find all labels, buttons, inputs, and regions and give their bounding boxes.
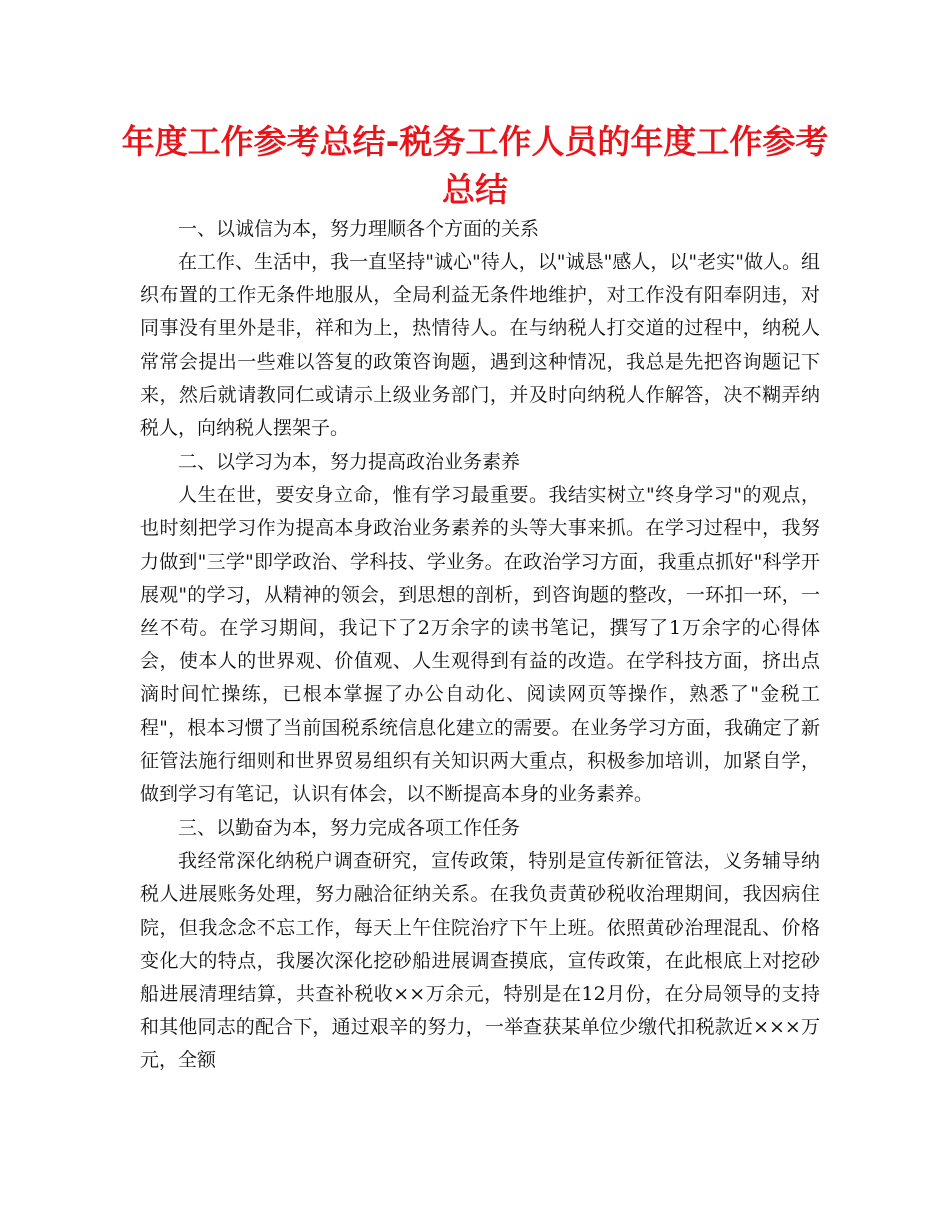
section-paragraph-3: 我经常深化纳税户调查研究，宣传政策，特别是宣传新征管法，义务辅导纳税人进展账务处理，努力融洽征纳关系。在我负责黄砂税收治理期间，我因病住院，但我念念不忘工作，每天上午住院治疗下午上班。依照黄砂治理混乱、价格变化大的特点，我屡次深化挖砂船进展调查摸底，宣传政策，在此根底上对挖砂船进展清理结算，共查补税收××万余元，特别是在12月份，在分局领导的支持和其他同志的配合下，通过艰辛的努力，一举查获某单位少缴代扣税款近×××万元，全额 bbox=[140, 850, 820, 1072]
section-paragraph-1: 在工作、生活中，我一直坚持"诚心"待人，以"诚恳"感人，以"老实"做人。组织布置的工作无条件地服从，全局利益无条件地维护，对工作没有阳奉阴违，对同事没有里外是非，祥和为上，热情待人。在与纳税人打交道的过程中，纳税人常常会提出一些难以答复的政策咨询题，遇到这种情况，我总是先把咨询题记下来，然后就请教同仁或请示上级业务部门，并及时向纳税人作解答，决不糊弄纳税人，向纳税人摆架子。 bbox=[140, 251, 820, 440]
document-title: 年度工作参考总结-税务工作人员的年度工作参考总结 bbox=[121, 122, 829, 209]
section-heading-3: 三、以勤奋为本，努力完成各项工作任务 bbox=[178, 817, 521, 840]
section-heading-2: 二、以学习为本，努力提高政治业务素养 bbox=[178, 451, 521, 474]
document-body bbox=[140, 212, 820, 1078]
section-heading-1: 一、以诚信为本，努力理顺各个方面的关系 bbox=[178, 218, 540, 240]
section-paragraph-2: 人生在世，要安身立命，惟有学习最重要。我结实树立"终身学习"的观点，也时刻把学习作为提高本身政治业务素养的头等大事来抓。在学习过程中，我努力做到"三学"即学政治、学科技、学业务。在政治学习方面，我重点抓好"科学开展观"的学习，从精神的领会，到思想的剖析，到咨询题的整改，一环扣一环，一丝不苟。在学习期间，我记下了2万余字的读书笔记，撰写了1万余字的心得体会，使本人的世界观、价值观、人生观得到有益的改造。在学科技方面，挤出点滴时间忙操练，已根本掌握了办公自动化、阅读网页等操作，熟悉了"金税工程"，根本习惯了当前国税系统信息化建立的需要。在业务学习方面，我确定了新征管法施行细则和世界贸易组织有关知识两大重点，积极参加培训，加紧自学，做到学习有笔记，认识有体会，以不断提高本身的业务素养。 bbox=[140, 484, 820, 806]
